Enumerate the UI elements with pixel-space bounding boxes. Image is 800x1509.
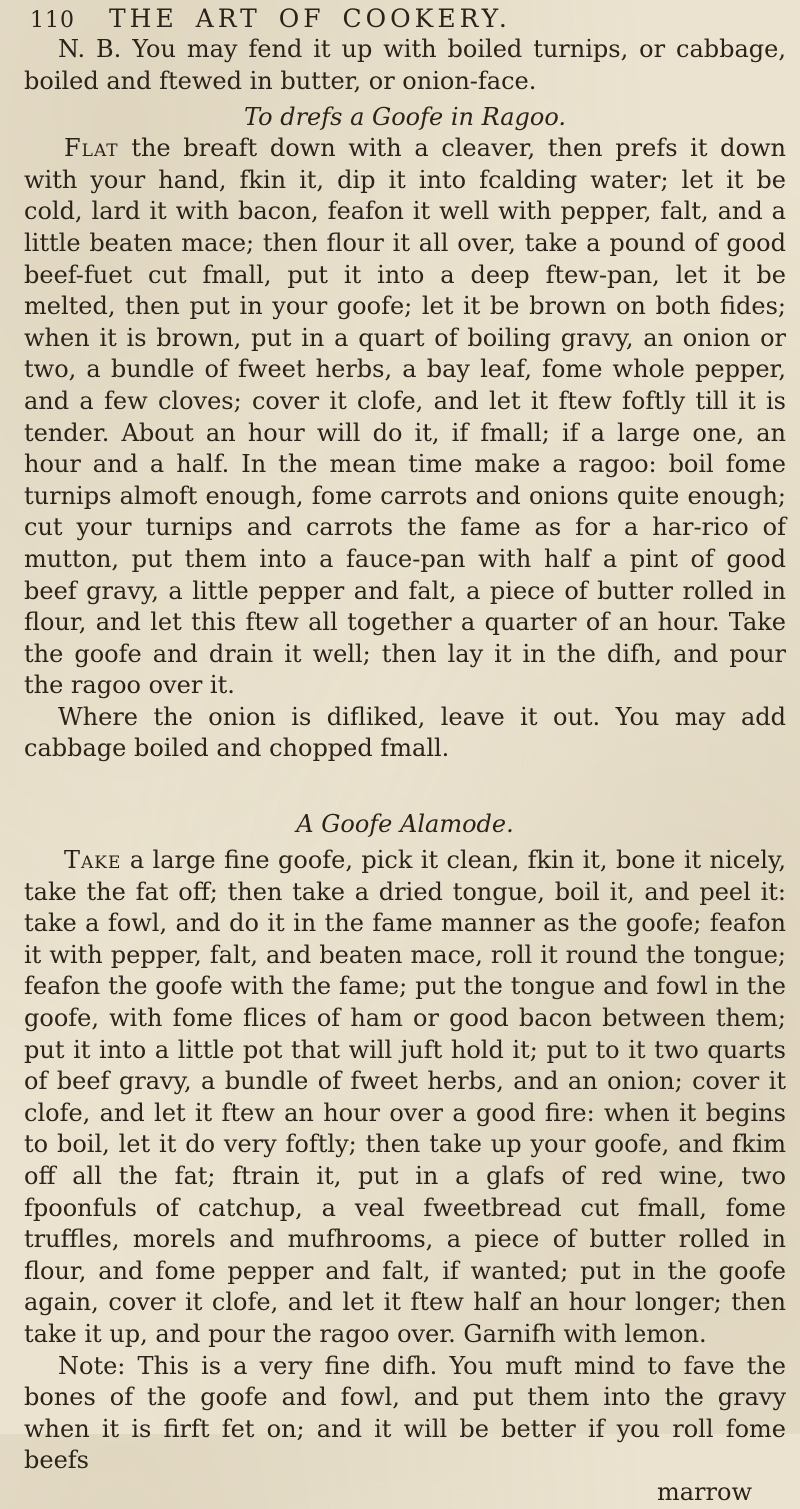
recipe-body-goose-ragoo [24,133,786,702]
page-number: 110 [30,8,75,33]
running-title: THE ART OF COOKERY. [109,4,511,33]
recipe-text: a large fine goofe, pick it clean, fkin it, bone it nicely, take the fat off; then take a dried tongue, boil it, and peel it: take a fowl, and do it in the fame manner as the goofe; feafon it with pepper, falt, and beaten mace, roll it round the tongue; feafon the goofe with the fame; put the tongue and fowl in the goofe, with fome flices of ham or good bacon between them; put it into a little pot that will juft hold it; put to it two quarts of beef gravy, a bundle of fweet herbs, and an onion; cover it clofe, and let it ftew an hour over a good fire: when it begins to boil, let it do very foftly; then take up your goofe, and fkim off all the fat; ftrain it, put in a glafs of red wine, two fpoonfuls of catchup, a veal fweetbread cut fmall, fome truffles, morels and mufhrooms, a piece of butter rolled in flour, and fome pepper and falt, if wanted; put in the goofe again, cover it clofe, and let it ftew half an hour longer; then take it up, and pour the ragoo over. Garnifh with lemon. [24,846,786,1348]
catchword-row [24,1477,786,1509]
lead-word: Take [64,846,122,875]
recipe-note-alamode: Note: This is a very fine difh. You muft mind to fave the bones of the goofe and fowl, and put them into the gravy when it is firft fet on; and it will be better if you roll fome beefs [24,1351,786,1475]
page-header [24,4,786,34]
recipe-title-goose-alamode: A Goofe Alamode. [296,810,514,839]
recipe-title-goose-ragoo: To drefs a Goofe in Ragoo. [244,103,566,132]
intro-note: N. B. You may fend it up with boiled turnips, or cabbage, boiled and ftewed in butter, or onion-face. [24,35,786,95]
lead-word: Flat [64,134,119,163]
recipe-onion-note: Where the onion is difliked, leave it out. You may add cabbage boiled and chopped fmall. [24,702,786,763]
catchword: marrow [656,1477,752,1506]
book-page [24,4,786,1506]
recipe-text: the breaft down with a cleaver, then prefs it down with your hand, fkin it, dip it into fcalding water; let it be cold, lard it with bacon, feafon it well with pepper, falt, and a little beaten mace; then flour it all over, take a pound of good beef-fuet cut fmall, put it into a deep ftew-pan, let it be melted, then put in your goofe; let it be brown on both fides; when it is brown, put in a quart of boiling gravy, an onion or two, a bundle of fweet herbs, a bay leaf, fome whole pepper, and a few cloves; cover it clofe, and let it ftew foftly till it is tender. About an hour will do it, if fmall; if a large one, an hour and a half. In the mean time make a ragoo: boil fome turnips almoft enough, fome carrots and onions quite enough; cut your turnips and carrots the fame as for a har-rico of mutton, put them into a fauce-pan with half a pint of good beef gravy, a little pepper and falt, a piece of butter rolled in flour, and let this ftew all together a quarter of an hour. Take the goofe and drain it well; then lay it in the difh, and pour the ragoo over it. [24,134,786,700]
recipe-body-goose-alamode [24,845,786,1351]
